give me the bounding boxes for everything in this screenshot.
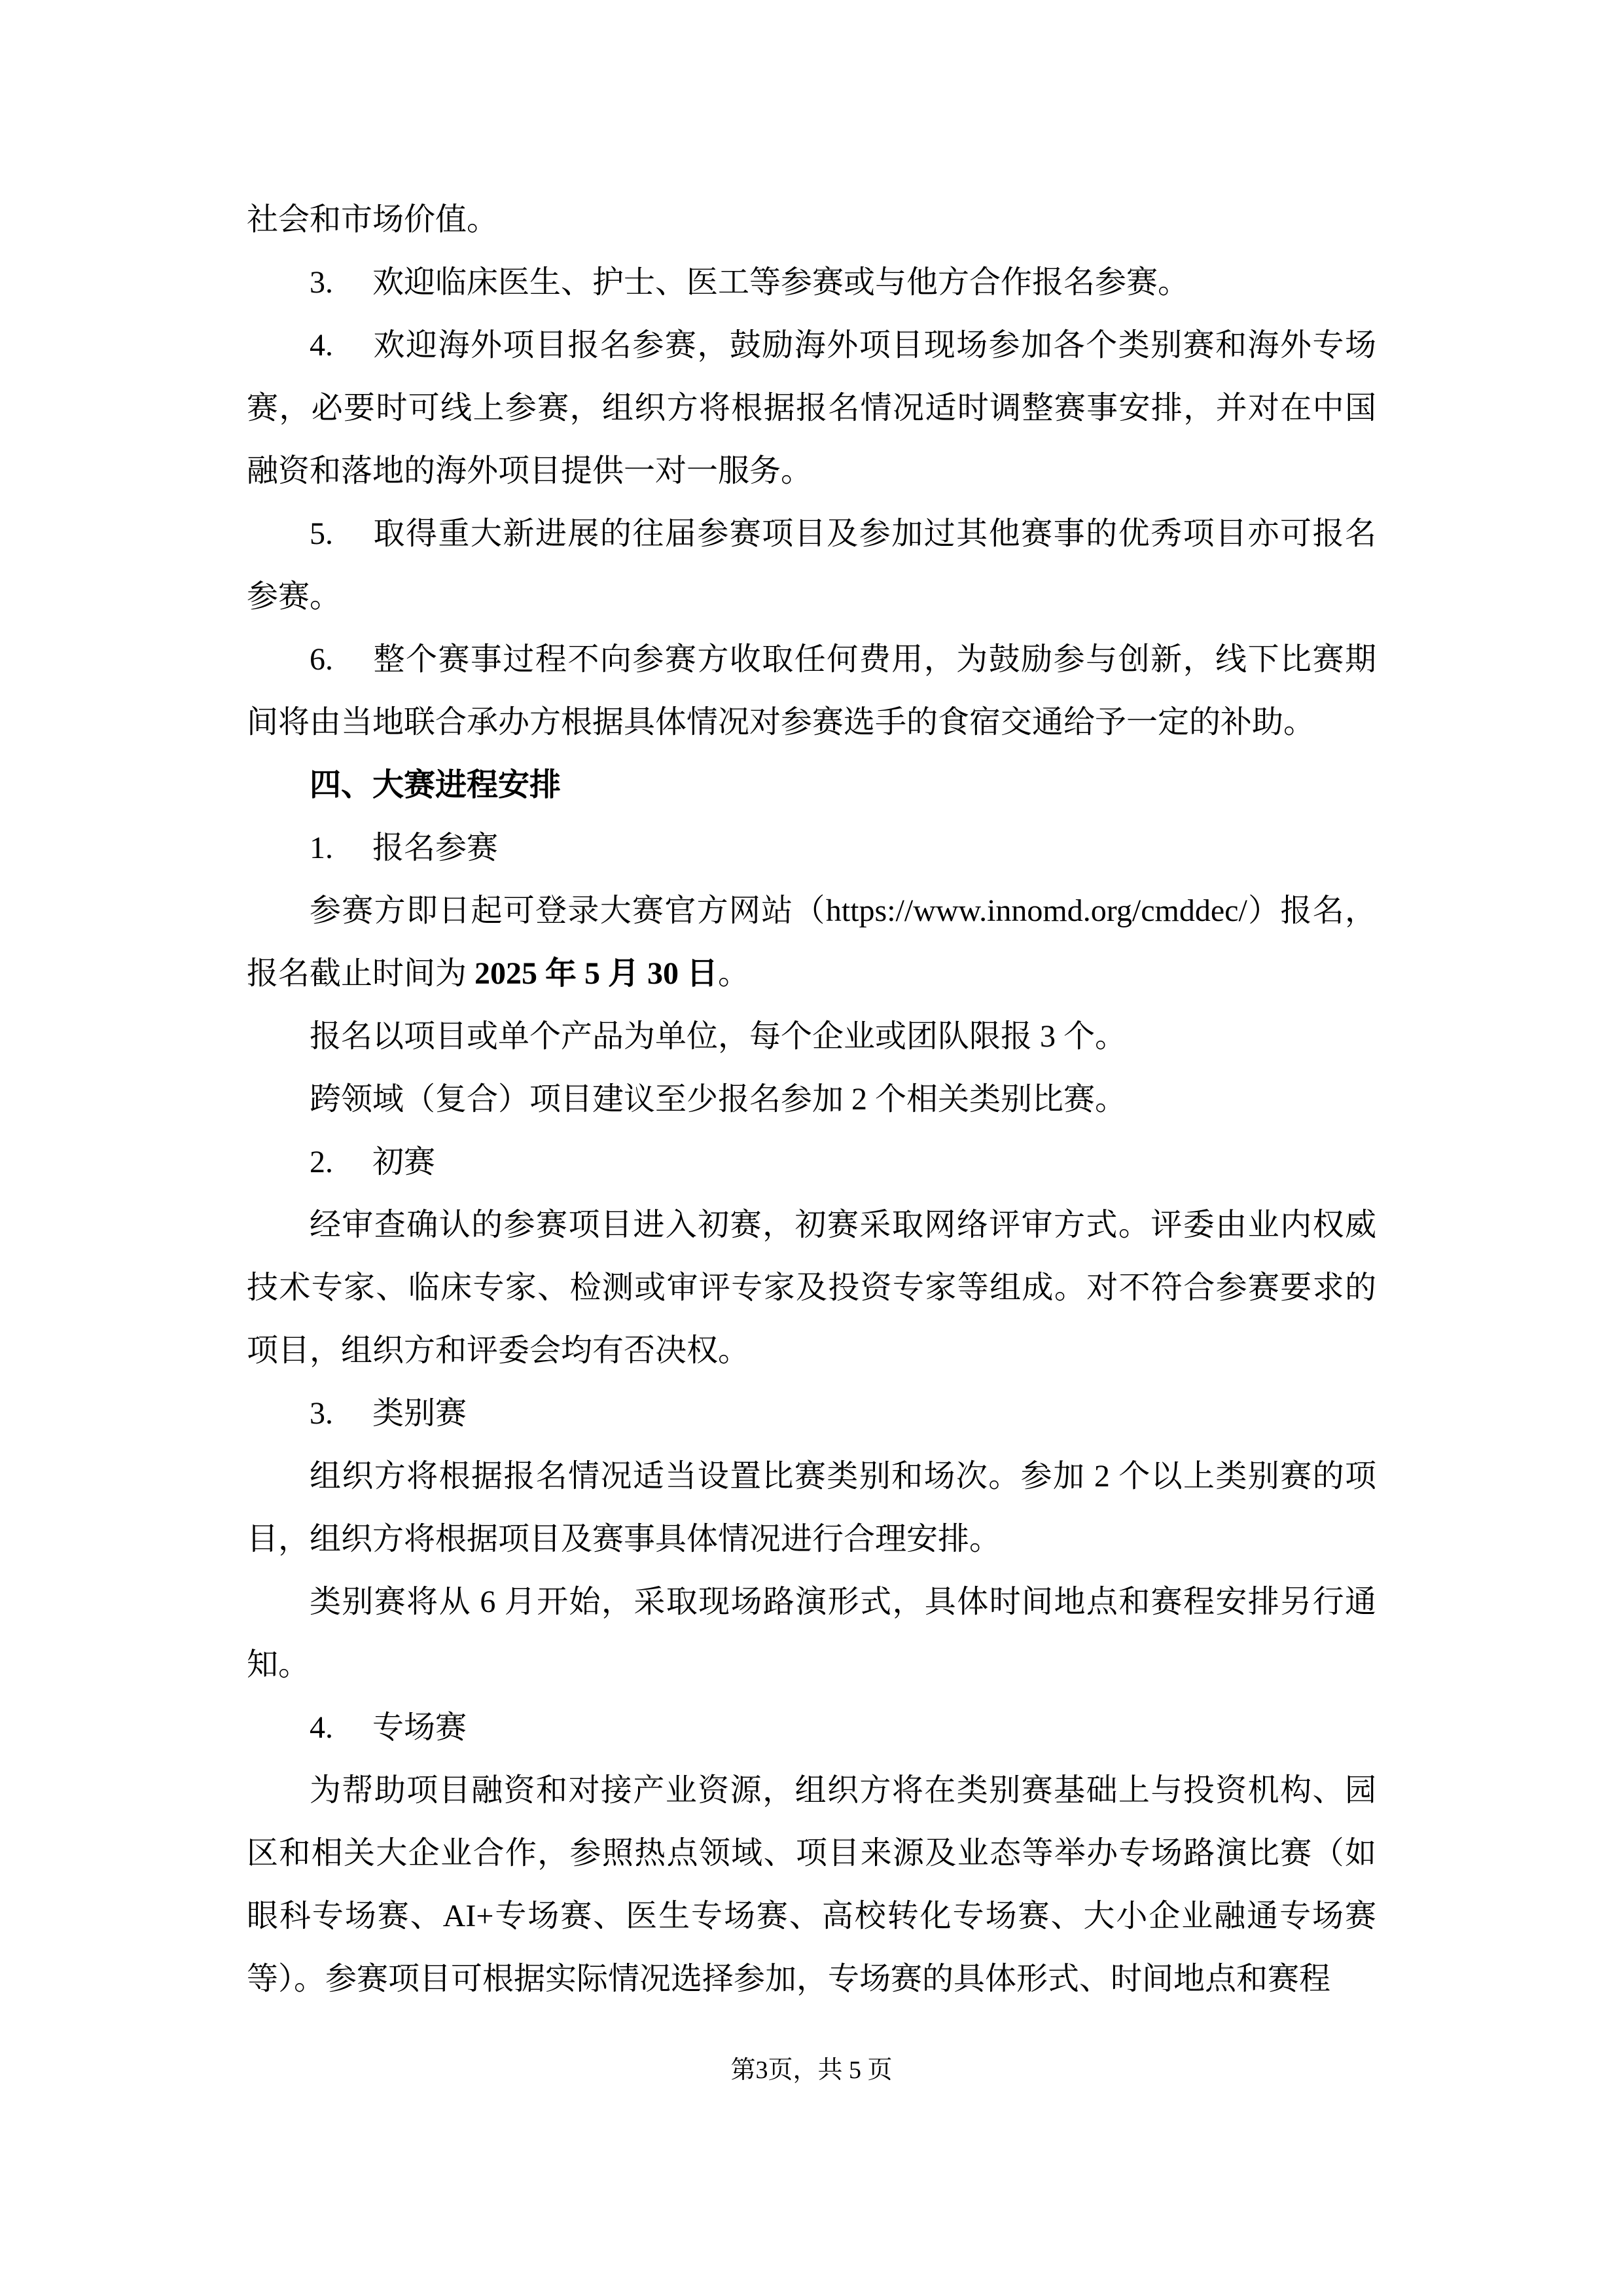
list-number: 4. — [310, 328, 333, 363]
numbered-paragraph — [247, 1131, 1376, 1194]
bold-text-run: 2025 年 5 月 30 日 — [474, 956, 719, 991]
paragraph — [247, 1068, 1376, 1131]
document-body — [247, 188, 1376, 2011]
numbered-paragraph — [247, 503, 1376, 628]
text-run: 社会和市场价值。 — [247, 202, 499, 237]
paragraph — [247, 1445, 1376, 1571]
text-run: 跨领域（复合）项目建议至少报名参加 2 个相关类别比赛。 — [310, 1082, 1127, 1117]
paragraph — [247, 1571, 1376, 1696]
text-run: 初赛 — [372, 1145, 436, 1179]
text-run: 欢迎临床医生、护士、医工等参赛或与他方合作报名参赛。 — [372, 265, 1190, 300]
text-run: 类别赛 — [372, 1396, 467, 1431]
text-run: 报名以项目或单个产品为单位，每个企业或团队限报 3 个。 — [310, 1019, 1127, 1054]
paragraph — [247, 1759, 1376, 2011]
paragraph — [247, 1005, 1376, 1068]
paragraph — [247, 880, 1376, 1005]
page-number-text: 第3页，共 5 页 — [730, 2056, 893, 2084]
paragraph — [247, 1194, 1376, 1382]
text-run: 类别赛将从 6 月开始，采取现场路演形式，具体时间地点和赛程安排另行通知。 — [247, 1585, 1376, 1682]
numbered-paragraph — [247, 817, 1376, 880]
text-run: 整个赛事过程不向参赛方收取任何费用，为鼓励参与创新，线下比赛期间将由当地联合承办方根据具体情况对参赛选手的食宿交通给予一定的补助。 — [247, 642, 1376, 740]
numbered-paragraph — [247, 1382, 1376, 1445]
section-heading — [247, 754, 1376, 817]
text-run: 组织方将根据报名情况适当设置比赛类别和场次。参加 2 个以上类别赛的项目，组织方将根据项目及赛事具体情况进行合理安排。 — [247, 1459, 1376, 1556]
page-footer — [0, 2054, 1623, 2087]
text-run: 专场赛 — [372, 1710, 467, 1745]
numbered-paragraph — [247, 251, 1376, 314]
paragraph — [247, 188, 1376, 251]
text-run: 报名参赛 — [372, 831, 499, 865]
list-number: 1. — [310, 831, 333, 865]
list-number: 5. — [310, 516, 333, 551]
list-number: 2. — [310, 1145, 333, 1179]
list-number: 3. — [310, 265, 333, 300]
text-run: 参赛方即日起可登录大赛官方网站（https://www.innomd.org/cmddec/）报名，报名截止时间为 — [247, 893, 1376, 991]
text-run: 取得重大新进展的往届参赛项目及参加过其他赛事的优秀项目亦可报名参赛。 — [247, 516, 1376, 614]
numbered-paragraph — [247, 628, 1376, 754]
text-run: 。 — [718, 956, 750, 991]
text-run: 经审查确认的参赛项目进入初赛，初赛采取网络评审方式。评委由业内权威技术专家、临床专家、检测或审评专家及投资专家等组成。对不符合参赛要求的项目，组织方和评委会均有否决权。 — [247, 1208, 1376, 1368]
list-number: 6. — [310, 642, 333, 677]
numbered-paragraph — [247, 314, 1376, 503]
text-run: 四、大赛进程安排 — [310, 768, 562, 802]
list-number: 4. — [310, 1710, 333, 1745]
numbered-paragraph — [247, 1696, 1376, 1759]
list-number: 3. — [310, 1396, 333, 1431]
text-run: 为帮助项目融资和对接产业资源，组织方将在类别赛基础上与投资机构、园区和相关大企业合作，参照热点领域、项目来源及业态等举办专场路演比赛（如眼科专场赛、AI+专场赛、医生专场赛、高校转化专场赛、大小企业融通专场赛等）。参赛项目可根据实际情况选择参加，专场赛的具体形式、时间地点和赛程 — [247, 1773, 1376, 1996]
text-run: 欢迎海外项目报名参赛，鼓励海外项目现场参加各个类别赛和海外专场赛，必要时可线上参赛，组织方将根据报名情况适时调整赛事安排，并对在中国融资和落地的海外项目提供一对一服务。 — [247, 328, 1376, 488]
